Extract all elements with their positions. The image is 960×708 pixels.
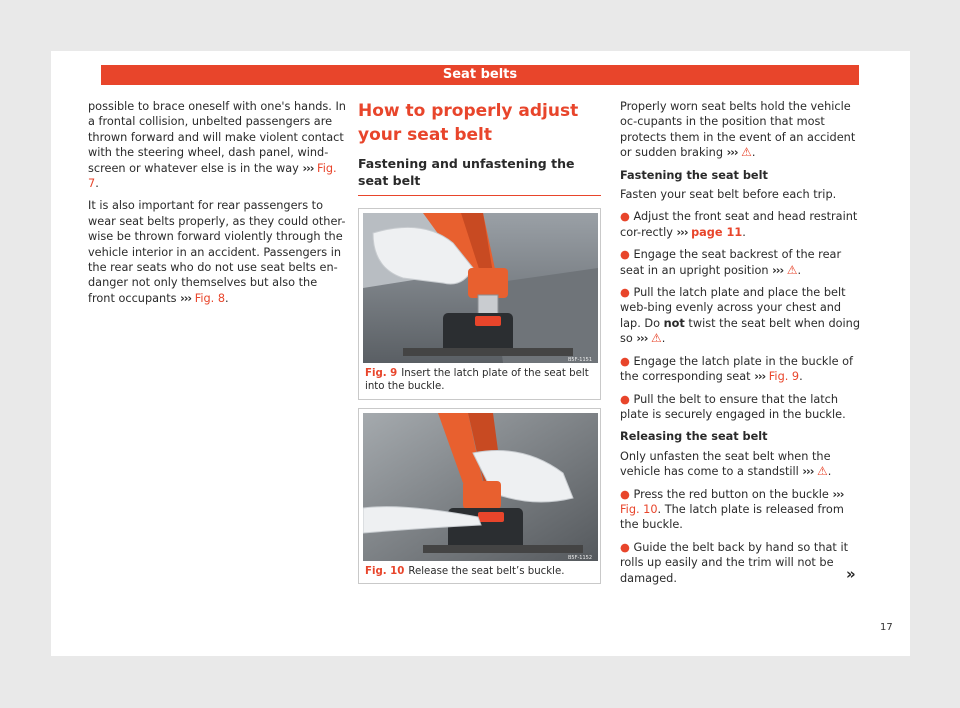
arrow-reference-icon: ›››	[180, 291, 192, 305]
list-item-text: Press the red button on the buckle	[633, 487, 833, 501]
bullet-icon: ●	[620, 248, 630, 262]
list-item-text: Engage the seat backrest of the rear seat in an upright position	[620, 248, 842, 277]
column-left	[88, 99, 346, 313]
paragraph-frontal-collision: possible to brace oneself with one's hands. In a frontal collision, unbelted passengers are thrown forward and will make violent contact with the steering wheel, dash panel, wind-screen or whatever else is in the way ››› Fig. 7.	[88, 100, 346, 191]
paragraph-text: Only unfasten the seat belt when the vehicle has come to a standstill	[620, 449, 831, 479]
paragraph-intro: Properly worn seat belts hold the vehicle oc-cupants in the position that most protects them in the event of an accident or sudden braking ››› ⚠.	[620, 100, 856, 160]
emphasis-not: not	[663, 316, 685, 330]
fig9-caption-text: Insert the latch plate of the seat belt into the buckle.	[365, 368, 589, 392]
paragraph-releasing-intro: Only unfasten the seat belt when the vehicle has come to a standstill ››› ⚠.	[620, 449, 832, 479]
warning-icon[interactable]: ⚠	[816, 464, 828, 479]
bullet-icon: ●	[620, 210, 630, 224]
list-item-text: Pull the latch plate and place the belt web-bing evenly across your chest and lap. Do	[620, 286, 846, 330]
paragraph-text: Properly worn seat belts hold the vehicle oc-cupants in the position that most protects them in the event of an accident or sudden braking	[620, 100, 856, 160]
list-item-text: twist the seat belt when doing so	[620, 316, 860, 346]
bullet-icon: ●	[620, 354, 630, 368]
list-item-text: . The latch plate is released from the buckle.	[620, 502, 844, 532]
paragraph-text: possible to brace oneself with one's hands. In a frontal collision, unbelted passengers are thrown forward and will make violent contact with the steering wheel, dash panel, wind-screen or whatever else is in the way	[88, 100, 346, 175]
fig10-number: Fig. 10	[365, 566, 405, 577]
paragraph-rear-passengers: It is also important for rear passengers to wear seat belts properly, as they could other-wise be thrown forward violently through the vehicle interior in an accident. Passengers in the rear seats who do not use seat belts en-danger not only themselves but also the front occupants ››› Fig. 8.	[88, 199, 346, 305]
arrow-reference-icon: ›››	[636, 332, 648, 346]
page-link-11[interactable]: page 11	[691, 225, 743, 239]
list-item	[620, 392, 860, 423]
list-item: ● Engage the seat backrest of the rear seat in an upright position ››› ⚠.	[620, 248, 842, 277]
figure-9	[358, 208, 601, 400]
column-middle	[358, 99, 601, 196]
fig9-caption	[359, 363, 600, 397]
arrow-reference-icon: ›››	[832, 487, 844, 501]
column-right	[620, 99, 860, 593]
section-subtitle: Fastening and unfastening the seat belt	[358, 155, 601, 196]
fig10-caption	[359, 561, 600, 582]
bullet-icon: ●	[620, 540, 630, 554]
bullet-icon: ●	[620, 286, 630, 300]
fig10-code: B5F-1152	[568, 555, 593, 561]
figure-link-10[interactable]: Fig. 10	[620, 502, 658, 516]
list-item	[620, 487, 860, 533]
arrow-reference-icon: ›››	[726, 146, 738, 160]
list-item-text: Engage the latch plate in the buckle of the corresponding seat	[620, 354, 854, 384]
heading-releasing: Releasing the seat belt	[620, 430, 768, 444]
fig10-illustration-release-buckle	[363, 413, 598, 561]
warning-icon[interactable]: ⚠	[650, 331, 662, 346]
arrow-reference-icon: ›››	[676, 225, 688, 239]
section-header: Seat belts	[101, 65, 859, 85]
heading-fastening: Fastening the seat belt	[620, 168, 768, 182]
fig10-caption-text: Release the seat belt’s buckle.	[408, 566, 565, 577]
fig9-code: B5F-1151	[568, 357, 593, 363]
bullet-icon: ●	[620, 487, 630, 501]
arrow-reference-icon: ›››	[302, 161, 314, 175]
arrow-reference-icon: ›››	[802, 465, 814, 479]
bullet-icon: ●	[620, 392, 630, 406]
figure-10	[358, 408, 601, 584]
list-item: ● Engage the latch plate in the buckle of the corresponding seat ››› Fig. 9.	[620, 354, 854, 384]
list-item	[620, 540, 860, 586]
arrow-reference-icon: ›››	[772, 263, 784, 277]
list-item-text: Adjust the front seat and head restraint cor-rectly	[620, 210, 858, 239]
section-title: How to properly adjust your seat belt	[358, 101, 579, 145]
list-item: ● Adjust the front seat and head restraint cor-rectly ››› page 11.	[620, 210, 858, 239]
paragraph-fastening-intro: Fasten your seat belt before each trip.	[620, 188, 837, 202]
figure-link-9[interactable]: Fig. 9	[768, 370, 800, 384]
list-item: ● Pull the latch plate and place the belt web-bing evenly across your chest and lap. Do not twist the seat belt when doing so ››› ⚠.	[620, 286, 860, 346]
continue-icon: »	[846, 565, 856, 583]
arrow-reference-icon: ›››	[754, 370, 766, 384]
list-item-text: Pull the belt to ensure that the latch plate is securely engaged in the buckle.	[620, 392, 846, 421]
figure-link-8[interactable]: Fig. 8	[194, 291, 226, 305]
list-item-text: Guide the belt back by hand so that it rolls up easily and the trim will not be damaged.	[620, 540, 849, 585]
warning-icon[interactable]: ⚠	[741, 145, 752, 160]
warning-icon[interactable]: ⚠	[786, 262, 798, 277]
fig9-number: Fig. 9	[365, 368, 398, 379]
paragraph-text: It is also important for rear passengers to wear seat belts properly, as they could other-wise be thrown forward violently through the vehicle interior in an accident. Passengers in the rear seats who do not use seat belts en-danger not only themselves but also the front occupants	[88, 199, 346, 305]
page-number: 17	[880, 622, 893, 633]
fig9-illustration-latch-plate	[363, 213, 598, 363]
figure-link-7[interactable]: Fig. 7	[88, 161, 337, 191]
